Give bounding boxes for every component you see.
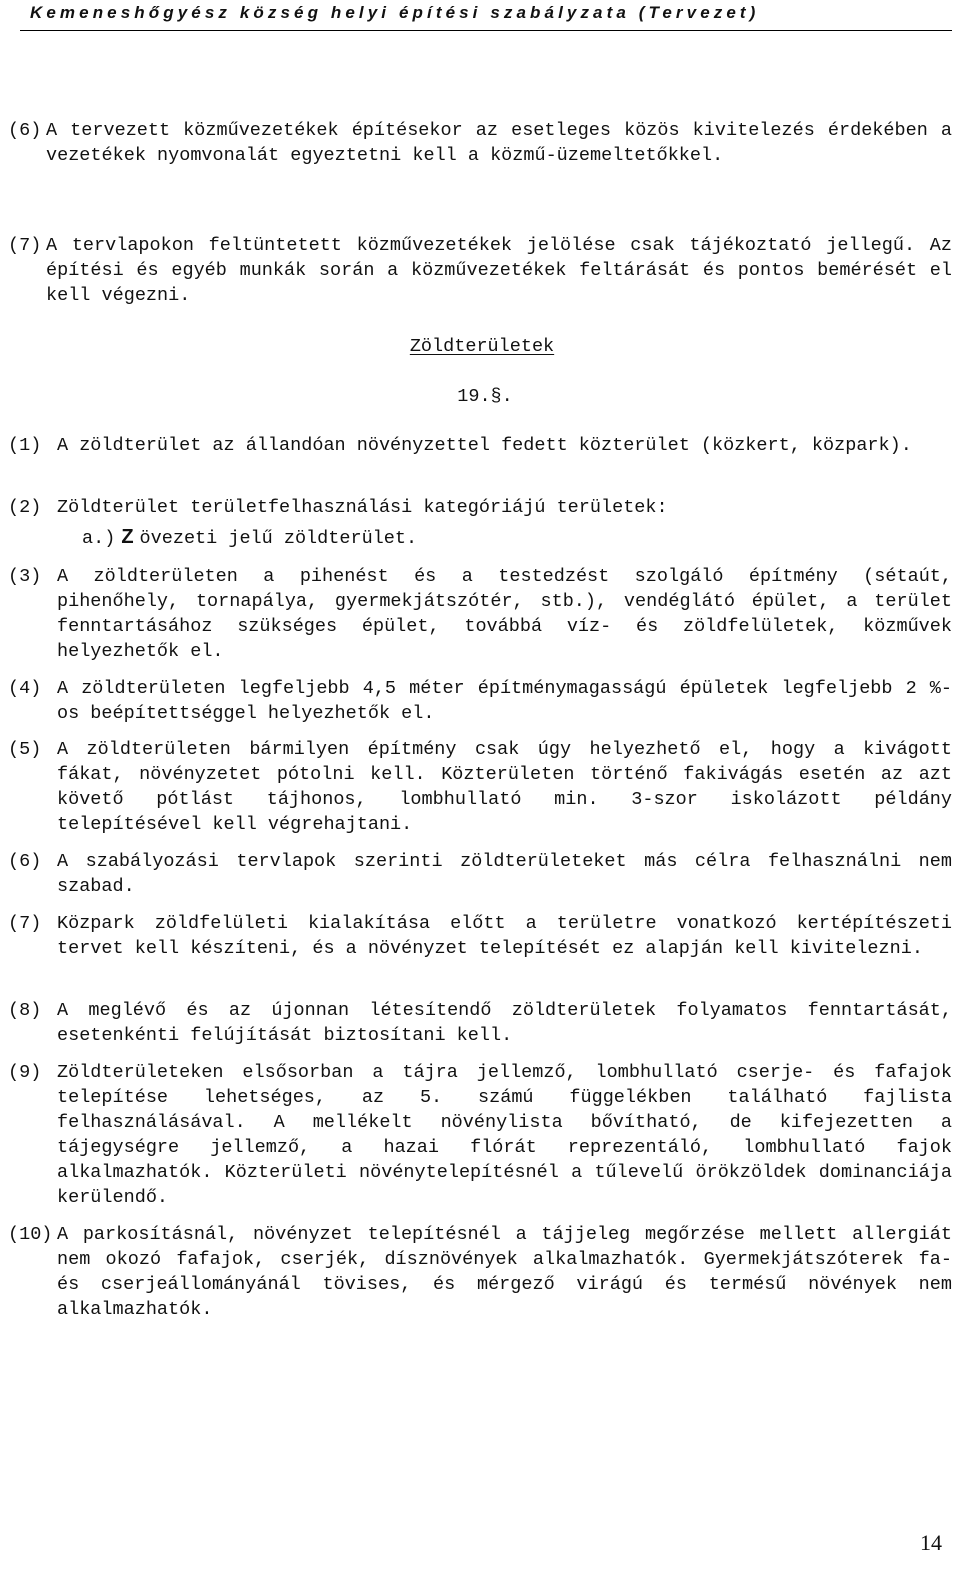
paragraph [8,564,952,664]
paragraph-number: (3) [8,566,42,587]
paragraph [8,1060,952,1210]
paragraph [8,1222,952,1322]
list-item-text: övezeti jelű zöldterület. [139,528,418,549]
paragraph-number: (6) [8,851,42,872]
paragraph [8,118,952,168]
paragraph-text: Zöldterület területfelhasználási kategóriájú területek: [57,497,668,518]
list-item-label: a.) [82,528,116,549]
paragraph-number: (7) [8,913,42,934]
zone-code: Z [121,526,134,548]
paragraph-text: A zöldterületen bármilyen építmény csak úgy helyezhető el, hogy a kivágott fákat, növényzetet pótolni kell. Közterületen történő fakivágás esetén az azt követő pótlást tájhonos, lombhullató min. 3-szor iskolázott példány telepítésével kell végrehajtani. [57,739,952,835]
paragraph-text: A tervlapokon feltüntetett közművezetékek jelölése csak tájékoztató jellegű. Az építési és egyéb munkák során a közművezetékek feltárását és pontos bemérését el kell végezni. [46,235,952,306]
list-item [82,525,417,551]
paragraph [8,998,952,1048]
paragraph [8,849,952,899]
paragraph [8,495,952,520]
paragraph [8,433,952,458]
paragraph-text: A szabályozási tervlapok szerinti zöldterületeket más célra felhasználni nem szabad. [57,851,952,897]
paragraph [8,737,952,837]
document-header: Kemeneshőgyész község helyi építési szabályzata (Tervezet) [30,3,760,22]
paragraph-text: A zöldterületen a pihenést és a testedzést szolgáló építmény (sétaút, pihenőhely, tornapálya, gyermekjátszótér, stb.), vendéglátó épület, a terület fenntartásához szükséges épület, továbbá víz- és zöldfelületek, közművek helyezhetők el. [57,566,952,662]
paragraph-text: A tervezett közművezetékek építésekor az esetleges közös kivitelezés érdekében a vezetékek nyomvonalát egyeztetni kell a közmű-üzemeltetőkkel. [46,120,952,166]
paragraph-text: A meglévő és az újonnan létesítendő zöldterületek folyamatos fenntartását, esetenkénti felújítását biztosítani kell. [57,1000,952,1046]
paragraph-text: A parkosításnál, növényzet telepítésnél a tájjeleg megőrzése mellett allergiát nem okozó fafajok, cserjék, dísznövények alkalmazhatók. Gyermekjátszóterek fa- és cserjeállományánál tövises, és mérgező virágú és termésű növények nem alkalmazhatók. [57,1224,952,1320]
paragraph-number: (9) [8,1062,42,1083]
page-number: 14 [920,1530,942,1555]
paragraph-text: Közpark zöldfelületi kialakítása előtt a területre vonatkozó kertépítészeti tervet kell készíteni, és a növényzet telepítését ez alapján kell kivitelezni. [57,913,952,959]
header-divider [20,30,952,31]
paragraph-number: (2) [8,497,42,518]
paragraph [8,233,952,308]
paragraph-text: A zöldterületen legfeljebb 4,5 méter építménymagasságú épületek legfeljebb 2 %-os beépítettséggel helyezhetők el. [57,678,952,724]
paragraph [8,911,952,961]
paragraph-text: A zöldterület az állandóan növényzettel fedett közterület (közkert, közpark). [57,435,912,456]
section-title: Zöldterületek [409,336,555,357]
paragraph-number: (7) [8,235,42,256]
paragraph-number: (1) [8,435,42,456]
paragraph [8,676,952,726]
paragraph-number: (5) [8,739,42,760]
paragraph-number: (10) [8,1224,53,1245]
paragraph-number: (8) [8,1000,42,1021]
paragraph-text: Zöldterületeken elsősorban a tájra jellemző, lombhullató cserje- és fafajok telepítése lehetséges, az 5. számú függelékben található fajlista felhasználásával. A mellékelt növénylista bővítható, de kifejezetten a tájegységre jellemző, a hazai flórát reprezentáló, lombhullató fajok alkalmazhatók. Közterületi növénytelepítésnél a tűlevelű örökzöldek dominanciája kerülendő. [57,1062,952,1208]
paragraph-number: (6) [8,120,42,141]
paragraph-number: (4) [8,678,42,699]
section-number: 19.§. [457,386,513,407]
